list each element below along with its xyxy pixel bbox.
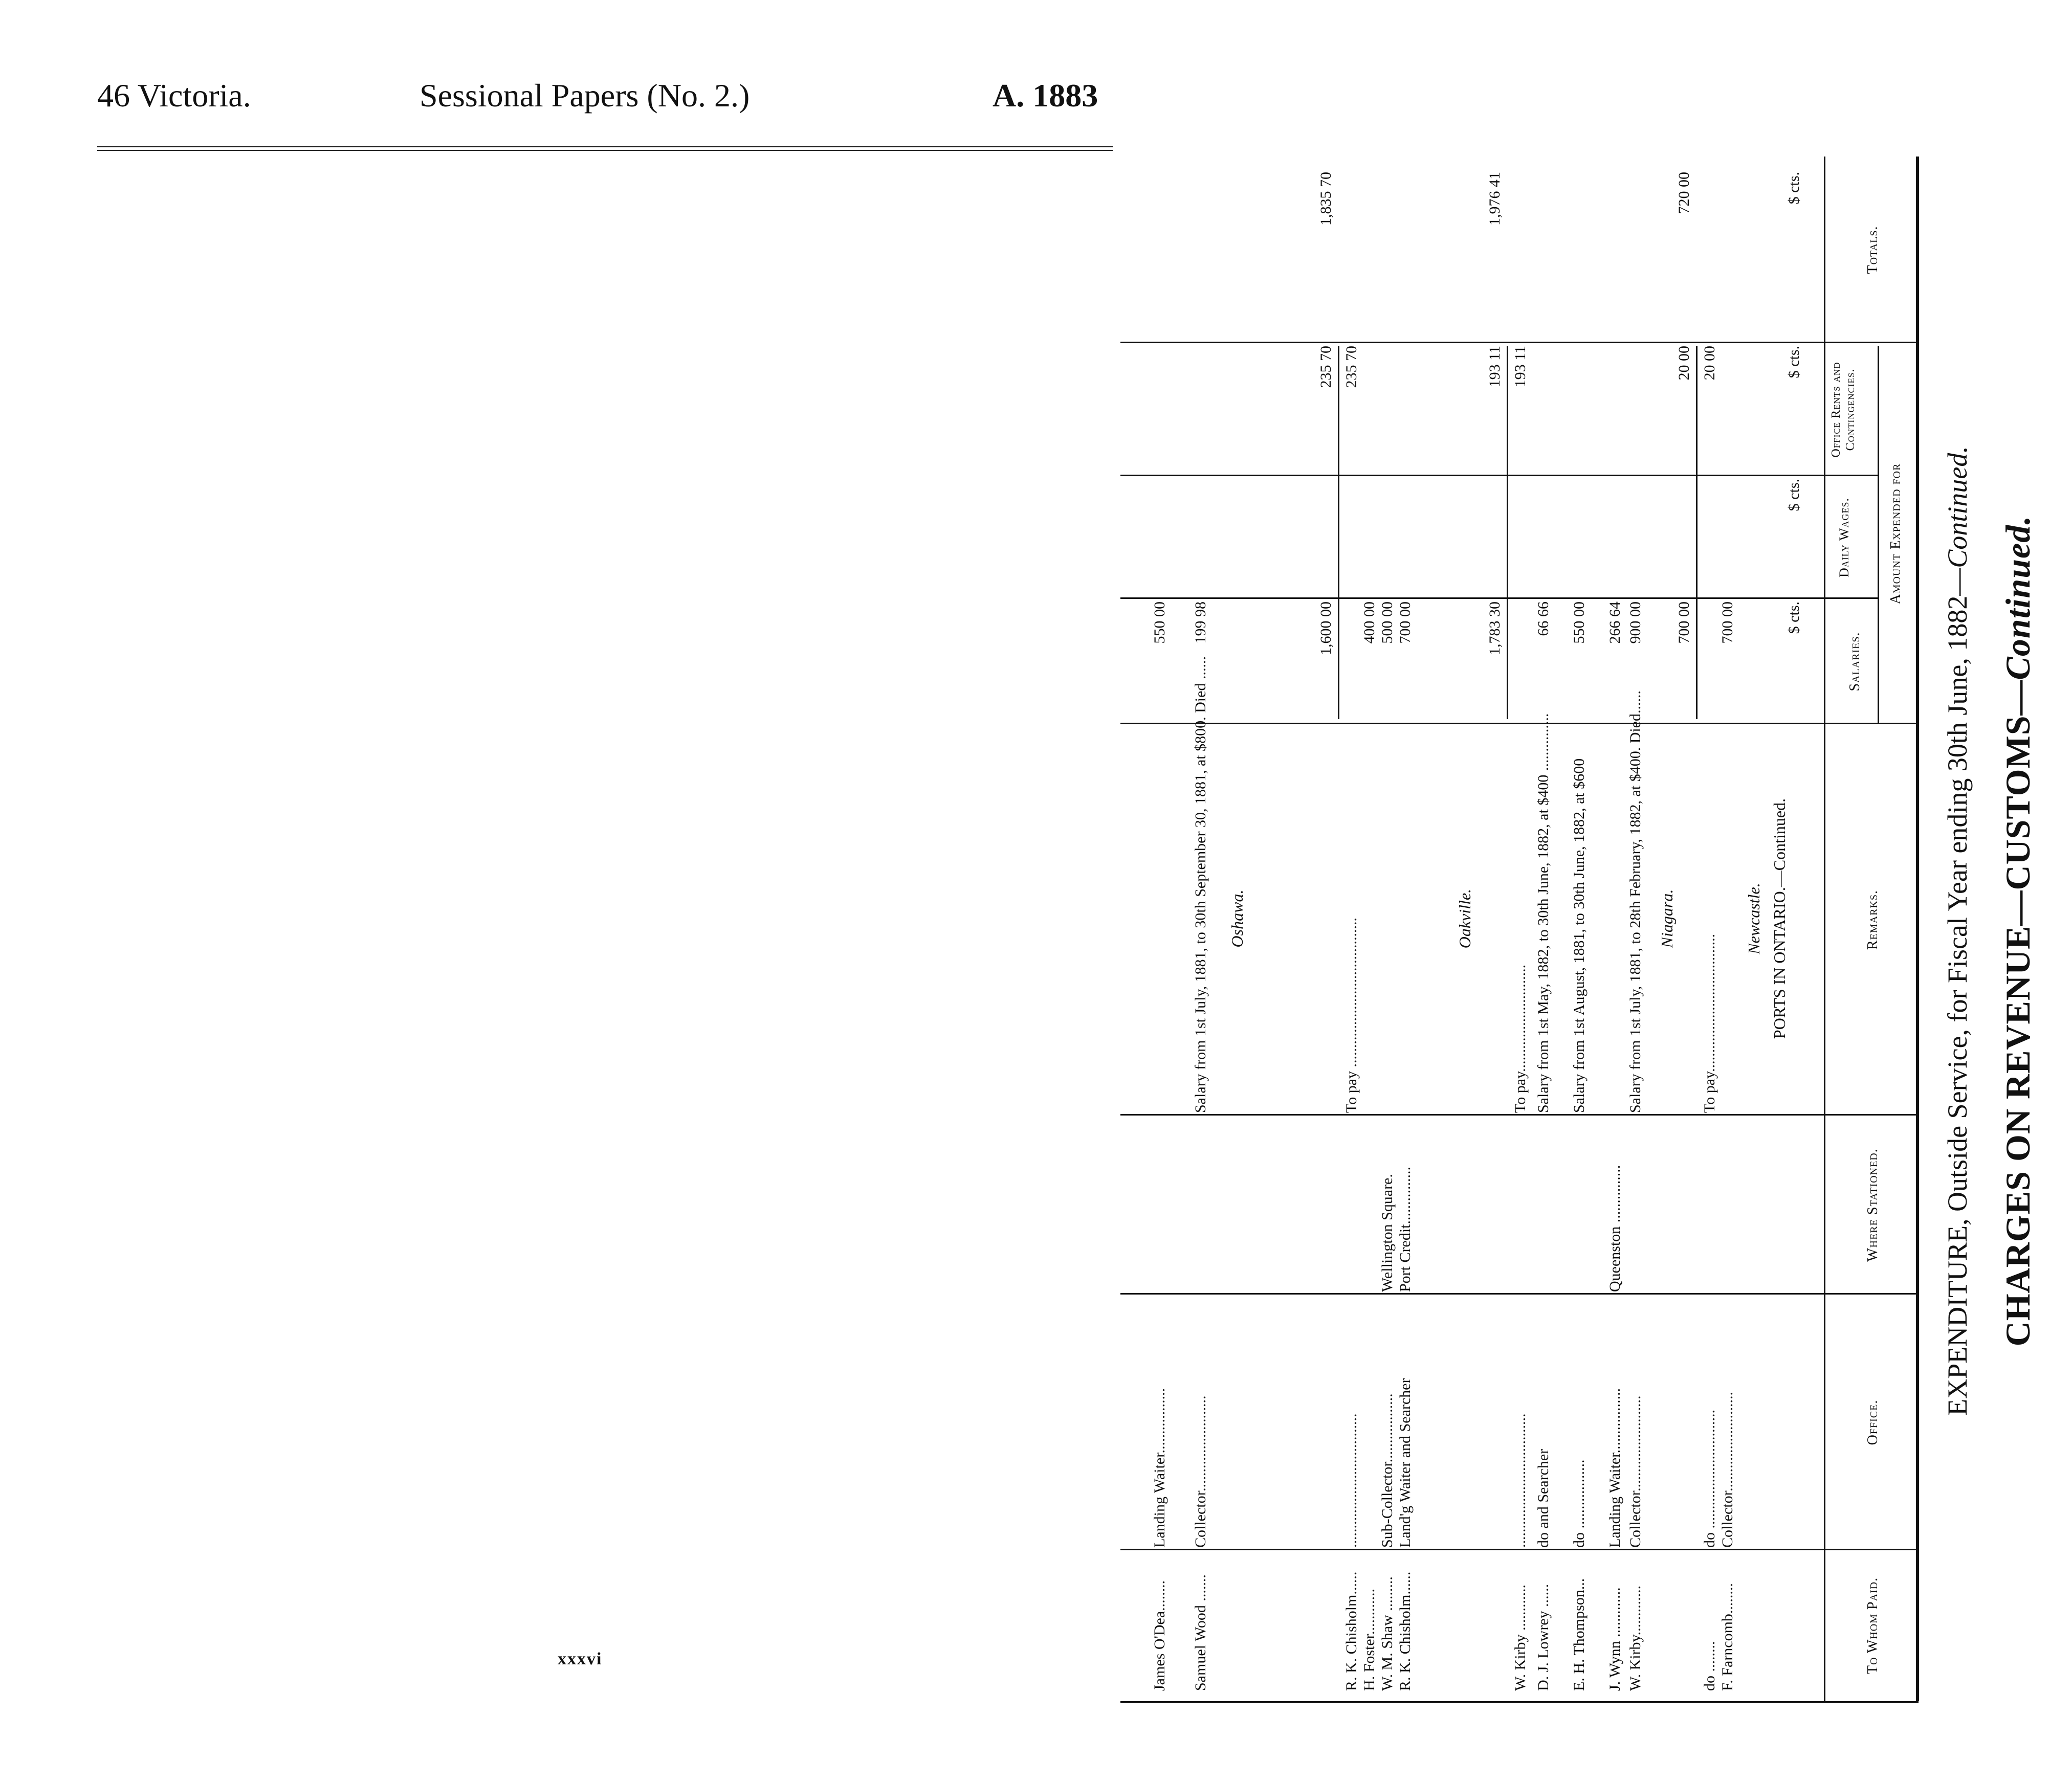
table-top-rule	[1916, 157, 1919, 1701]
table-row	[1151, 157, 1172, 1701]
cell-salaries: 66 66	[1535, 601, 1552, 636]
cell-paid: R. K. Chisholm......	[1343, 1571, 1360, 1691]
cell-office: Collector.........................	[1192, 1395, 1209, 1548]
colhead-where: Where Stationed.	[1865, 1148, 1881, 1262]
subtotal-row	[1486, 157, 1507, 1701]
cell-paid: Samuel Wood .......	[1192, 1574, 1209, 1691]
table-row	[1192, 157, 1213, 1701]
colhead-remarks: Remarks.	[1865, 889, 1881, 950]
cell-office: Land'g Waiter and Searcher	[1397, 1378, 1414, 1548]
cell-rents: 20 00	[1676, 346, 1692, 381]
table-row	[1361, 157, 1381, 1701]
colhead-daily-wages: Daily Wages.	[1837, 497, 1851, 578]
cell-salaries: 550 00	[1151, 601, 1168, 644]
cell-office: Collector..........................	[1719, 1392, 1736, 1548]
units-salaries: $ cts.	[1786, 601, 1802, 634]
subtotal-row	[1317, 157, 1338, 1701]
amount-group-rule	[1878, 346, 1879, 724]
cell-paid: do ........	[1701, 1641, 1718, 1691]
cell-salaries: 550 00	[1571, 601, 1588, 644]
cell-salaries: 700 00	[1676, 601, 1692, 644]
subtotal-rule	[1507, 346, 1508, 719]
cell-total: 1,835 70	[1317, 172, 1334, 226]
cell-office: Collector.........................	[1627, 1395, 1644, 1548]
cell-remarks: To pay .......................................	[1343, 917, 1360, 1113]
header-volume: 46 Victoria.	[97, 77, 251, 114]
colhead-salaries: Salaries.	[1847, 632, 1863, 692]
cell-office: Landing Waiter.................	[1151, 1388, 1168, 1548]
subtotal-rule	[1338, 346, 1339, 719]
cell-paid: W. M. Shaw .........	[1379, 1576, 1396, 1691]
ports-heading: PORTS IN ONTARIO.—Continued.	[1770, 798, 1789, 1039]
cell-remarks: Salary from 1st May, 1882, to 30th June, 1882, at $400 ...............	[1535, 713, 1552, 1113]
cell-remarks: Salary from 1st July, 1881, to 28th February, 1882, at $400. Died......	[1627, 690, 1644, 1113]
units-totals: $ cts.	[1786, 172, 1802, 205]
colhead-office-rents: Office Rents and Contingencies.	[1829, 362, 1857, 458]
cell-remarks: To pay....................................	[1701, 933, 1718, 1113]
cell-office: Sub-Collector..................	[1379, 1393, 1396, 1548]
section-oshawa: Oshawa.	[1228, 889, 1246, 948]
header-sessional-papers: Sessional Papers (No. 2.)	[420, 77, 750, 114]
cell-salaries: 700 00	[1397, 601, 1414, 644]
cell-salaries: 199 98	[1192, 601, 1209, 644]
header-rule	[97, 146, 1113, 147]
subtotal-rule	[1696, 346, 1698, 719]
cell-paid: H. Foster............	[1361, 1588, 1378, 1691]
table-row	[1535, 157, 1555, 1701]
table-row	[1627, 157, 1647, 1701]
table-row	[1606, 157, 1627, 1701]
colhead-amount-expended: Amount Expended for	[1888, 463, 1904, 605]
cell-salaries: 700 00	[1719, 601, 1736, 644]
colhead-totals: Totals.	[1865, 226, 1881, 274]
cell-office: ...................................	[1512, 1413, 1529, 1548]
cell-paid: W. Kirby.............	[1627, 1585, 1644, 1691]
cell-office: do ..................	[1571, 1459, 1588, 1548]
table-row	[1571, 157, 1591, 1701]
section-oakville: Oakville.	[1456, 888, 1474, 949]
page-subtitle: EXPENDITURE, Outside Service, for Fiscal Year ending 30th June, 1882—Continued.	[1942, 446, 1973, 1416]
expenditure-table	[1120, 157, 1919, 1703]
header-bottom-rule	[1824, 157, 1825, 1701]
section-niagara: Niagara.	[1658, 889, 1676, 948]
cell-office: do and Searcher	[1535, 1448, 1552, 1548]
cell-office: do ...............................	[1701, 1410, 1718, 1548]
table-row	[1343, 157, 1363, 1701]
cell-rents: 193 11	[1512, 346, 1529, 388]
cell-rents: 20 00	[1701, 346, 1718, 381]
cell-where: Wellington Square.	[1379, 1174, 1396, 1292]
cell-office: Landing Waiter.................	[1606, 1388, 1623, 1548]
cell-where: Port Credit...............	[1397, 1167, 1414, 1292]
units-rents: $ cts.	[1786, 346, 1802, 378]
cell-paid: E. H. Thompson...	[1571, 1578, 1588, 1691]
cell-salaries: 500 00	[1379, 601, 1396, 644]
cell-remarks: To pay............................	[1512, 964, 1529, 1113]
rotated-page-content	[1120, 159, 2072, 1703]
subtotal-row	[1676, 157, 1696, 1701]
table-row	[1719, 157, 1739, 1701]
cell-rents: 235 70	[1317, 346, 1334, 388]
cell-salaries: 400 00	[1361, 601, 1378, 644]
cell-paid: J. Wynn .............	[1606, 1587, 1623, 1691]
page-number: xxxvi	[558, 1650, 603, 1668]
section-newcastle: Newcastle.	[1745, 883, 1763, 954]
cell-paid: W. Kirby ............	[1512, 1584, 1529, 1691]
units-wages: $ cts.	[1786, 479, 1802, 511]
cell-total: 720 00	[1676, 172, 1692, 214]
cell-office: ...................................	[1343, 1413, 1360, 1548]
table-row	[1379, 157, 1399, 1701]
cell-where: Queenston ...............	[1606, 1165, 1623, 1292]
table-row	[1512, 157, 1532, 1701]
table-row	[1701, 157, 1722, 1701]
page-title: CHARGES ON REVENUE—CUSTOMS—Continued.	[1998, 515, 2037, 1347]
colhead-office: Office.	[1865, 1399, 1881, 1445]
header-rule-thin	[97, 150, 1113, 151]
cell-rents: 193 11	[1486, 346, 1503, 388]
cell-paid: R. K. Chisholm......	[1397, 1571, 1414, 1691]
cell-paid: James O'Dea........	[1151, 1580, 1168, 1691]
cell-salaries: 1,783 30	[1486, 601, 1503, 655]
cell-salaries: 1,600 00	[1317, 601, 1334, 655]
colhead-paid: To Whom Paid.	[1865, 1577, 1881, 1675]
table-row	[1397, 157, 1417, 1701]
cell-paid: D. J. Lowrey ......	[1535, 1584, 1552, 1691]
cell-paid: F. Farncomb........	[1719, 1583, 1736, 1691]
header-year: A. 1883	[993, 77, 1098, 114]
cell-salaries: 266 64	[1606, 601, 1623, 644]
cell-salaries: 900 00	[1627, 601, 1644, 644]
cell-remarks: Salary from 1st August, 1881, to 30th June, 1882, at $600	[1571, 758, 1588, 1113]
cell-remarks: Salary from 1st July, 1881, to 30th September 30, 1881, at $800. Died ......	[1192, 656, 1209, 1113]
cell-rents: 235 70	[1343, 346, 1360, 388]
cell-total: 1,976 41	[1486, 172, 1503, 226]
